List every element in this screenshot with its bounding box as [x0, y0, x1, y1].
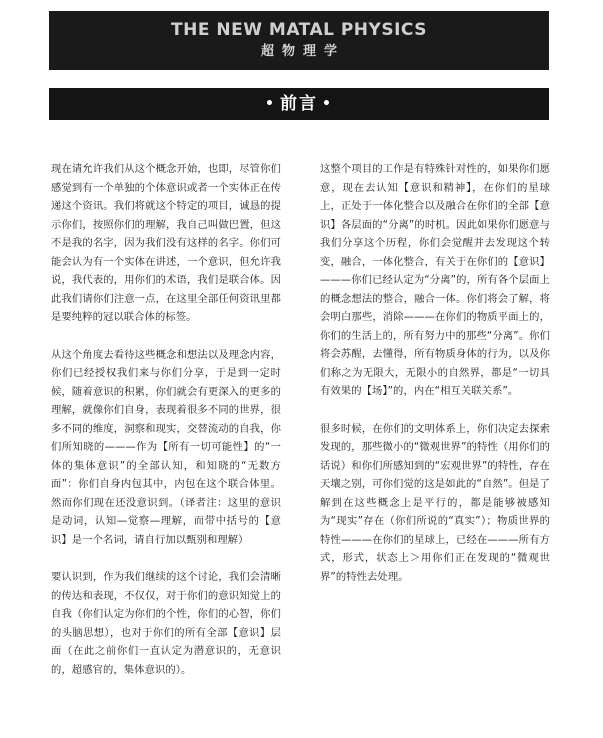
- bullet-left-icon: •: [265, 96, 276, 112]
- header-title: THE NEW MATAL PHYSICS: [171, 20, 427, 40]
- paragraph: 现在请允许我们从这个概念开始，也即，尽管你们感觉到有一个单独的个体意识或者一个实体正在传递这个资讯。我们将就这个特定的项目，诚恳的提示你们，按照你们的理解，我自己叫做巴置，但这不是我的名字，因为我们没有这样的名字。你们可能会认为有一个实体在讲述，一个意识，但允许我说，我代表的，用你们的术语，我们是联合体。因此我们请你们注意一点，在这里全部任何资讯里都是要纯粹的冠以联合体的标签。: [51, 163, 281, 323]
- bullet-right-icon: •: [322, 96, 333, 112]
- paragraph: 要认识到，作为我们继续的这个讨论，我们会清晰的传达和表现，不仅仅，对于你们的意识知觉上的自我（你们认定为你们的个性，你们的心智，你们的头脑思想），也对于你们的所有全部【意识】层面（在此之前你们一直认定为潜意识的，无意识的，超感官的，集体意识的）。: [51, 571, 281, 676]
- left-column: [51, 160, 281, 698]
- paragraph: 很多时候，在你们的文明体系上，你们决定去探索发现的，那些微小的“微观世界”的特性（用你们的话说）和你们所感知到的“宏观世界”的特性，存在天壤之别，可你们觉的这是如此的“自然”。但是了解到在这些概念上是平行的，都是能够被感知为“现实”存在（你们所说的“真实”）；物质世界的特性———在你们的星球上，已经在———所有方式，形式，状态上＞用你们正在发现的“微观世界”的特性去处理。: [320, 422, 550, 583]
- right-column: [320, 160, 550, 605]
- header-banner: [49, 11, 549, 70]
- paragraph: 这整个项目的工作是有特殊针对性的，如果你们愿意，现在去认知【意识和精神】，在你们的星球上，正处于一体化整合以及融合在你们的全部【意识】各层面的“分离”的时机。因此如果你们愿意与我们分享这个历程，你们会觉醒并去发现这个转变，融合，一体化整合，有关于在你们的【意识】———你们已经认定为“分离”的，所有各个层面上的概念想法的整合，融合一体。你们将会了解，将会明白那些，消除———在你们的物质平面上的，你们的生活上的，所有努力中的那些“分离”。你们将会苏醒，去懂得，所有物质身体的行为，以及你们称之为无限大，无限小的自然界，都是“一切具有效果的【场】”的，内在“相互关联关系”。: [320, 163, 550, 397]
- header-subtitle: 超物理学: [260, 44, 345, 59]
- section-title: 前言: [280, 94, 318, 114]
- section-heading-bar: [49, 88, 549, 120]
- paragraph: 从这个角度去看待这些概念和想法以及理念内容，你们已经授权我们来与你们分享，于是到一定时候，随着意识的积累，你们就会有更深入的更多的理解，就像你们自身，表现着很多不同的世界，很多不同的维度，洞察和现实，交替流动的自我，你们所知晓的———作为【所有一切可能性】的“一体的集体意识”的全部认知，和知晓的“无数方面”：你们自身内包其中，内包在这个联合体里。然而你们现在还没意识到。（译者注：这里的意识是动词，认知—觉察—理解，而带中括号的【意识】是一个名词，请自行加以甄别和理解）: [51, 348, 281, 546]
